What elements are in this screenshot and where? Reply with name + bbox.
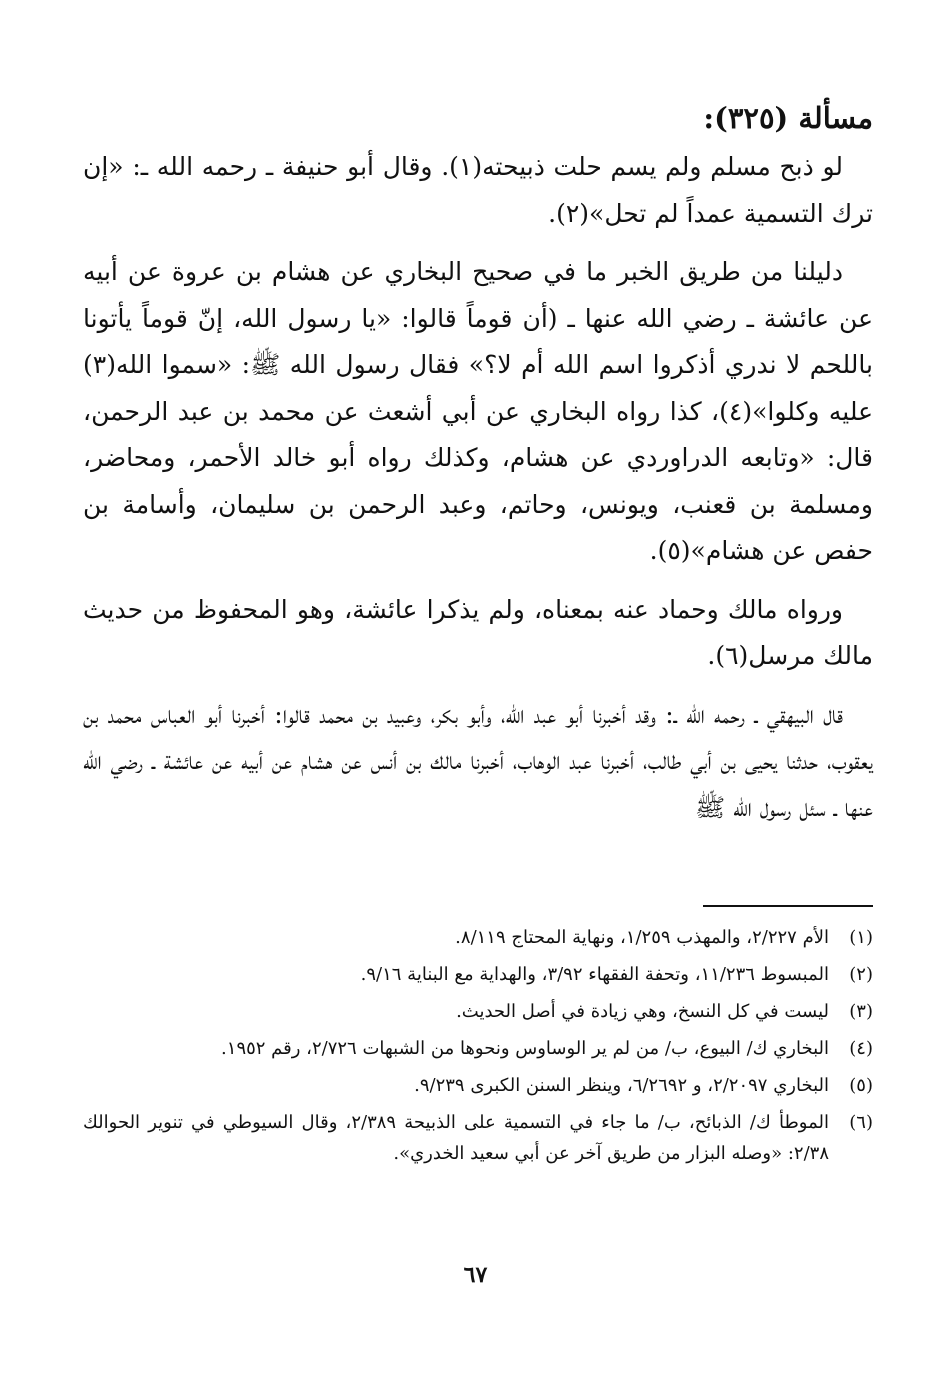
footnote-number: (٤) [849, 1038, 873, 1059]
footnote-text: المبسوط ١١/٢٣٦، وتحفة الفقهاء ٣/٩٢، والهداية مع البناية ٩/١٦. [360, 964, 829, 985]
footnote-5 [83, 1070, 873, 1101]
footnote-number: (١) [849, 927, 873, 948]
paragraph-2: دليلنا من طريق الخبر ما في صحيح البخاري عن هشام بن عروة عن أبيه عن عائشة ـ رضي الله عنها ـ (أن قوماً قالوا: «يا رسول الله، إنّ قوماً يأتونا باللحم لا ندري أذكروا اسم الله أم لا؟» فقال رسول الله ﷺ: «سموا الله(٣) عليه وكلوا»(٤)، كذا رواه البخاري عن أبي أشعث عن محمد بن عبد الرحمن، قال: «وتابعه الدراوردي عن هشام، وكذلك رواه أبو خالد الأحمر، ومحاضر، ومسلمة بن قعنب، ويونس، وحاتم، وعبد الرحمن بن سليمان، وأسامة بن حفص عن هشام»(٥). [83, 257, 874, 565]
page-number: ٦٧ [463, 1262, 488, 1288]
footnotes [83, 922, 873, 1175]
footnote-2 [83, 959, 873, 990]
issue-heading: مسألة (٣٢٥): [703, 101, 873, 135]
footnote-number: (٥) [849, 1075, 873, 1096]
paragraph-1: لو ذبح مسلم ولم يسم حلت ذبيحته(١). وقال أبو حنيفة ـ رحمه الله ـ: «إن ترك التسمية عمداً لم تحل»(٢). [83, 152, 873, 228]
paragraph-4: قال البيهقي ـ رحمه الله ـ: وقد أخبرنا أبو عبد الله، وأبو بكر، وعبيد بن محمد قالوا: أخبرنا أبو العباس محمد بن يعقوب، حدثنا يحيى بن أبي طالب، أخبرنا عبد الوهاب، أخبرنا مالك بن أنس عن هشام عن أبيه عن عائشة ـ رضي الله عنها ـ سئل رسول الله ﷺ [83, 699, 873, 822]
footnote-3 [83, 996, 873, 1027]
footnote-text: البخاري ك/ البيوع، ب/ من لم ير الوساوس ونحوها من الشبهات ٢/٧٢٦، رقم ١٩٥٢. [221, 1038, 829, 1059]
main-text [83, 144, 873, 831]
footnote-number: (٦) [849, 1112, 873, 1133]
footnote-text: البخاري ٢/٢٠٩٧، و ٦/٢٦٩٢، وينظر السنن الكبرى ٩/٢٣٩. [414, 1075, 829, 1096]
footnote-text: الأم ٢/٢٢٧، والمهذب ١/٢٥٩، ونهاية المحتاج ٨/١١٩. [455, 927, 829, 948]
footnote-text: الموطأ ك/ الذبائح، ب/ ما جاء في التسمية على الذبيحة ٢/٣٨٩، وقال السيوطي في تنوير الحوالك ٢/٣٨: «وصله البزار من طريق آخر عن أبي سعيد الخدري». [83, 1112, 829, 1164]
footnote-4 [83, 1033, 873, 1064]
footnote-6 [83, 1107, 873, 1169]
footnote-1 [83, 922, 873, 953]
footnote-number: (٣) [849, 1001, 873, 1022]
footnote-number: (٢) [849, 964, 873, 985]
paragraph-3: ورواه مالك وحماد عنه بمعناه، ولم يذكرا عائشة، وهو المحفوظ من حديث مالك مرسل(٦). [83, 594, 873, 670]
footnote-text: ليست في كل النسخ، وهي زيادة في أصل الحديث. [456, 1001, 829, 1022]
footnote-separator [703, 905, 873, 907]
